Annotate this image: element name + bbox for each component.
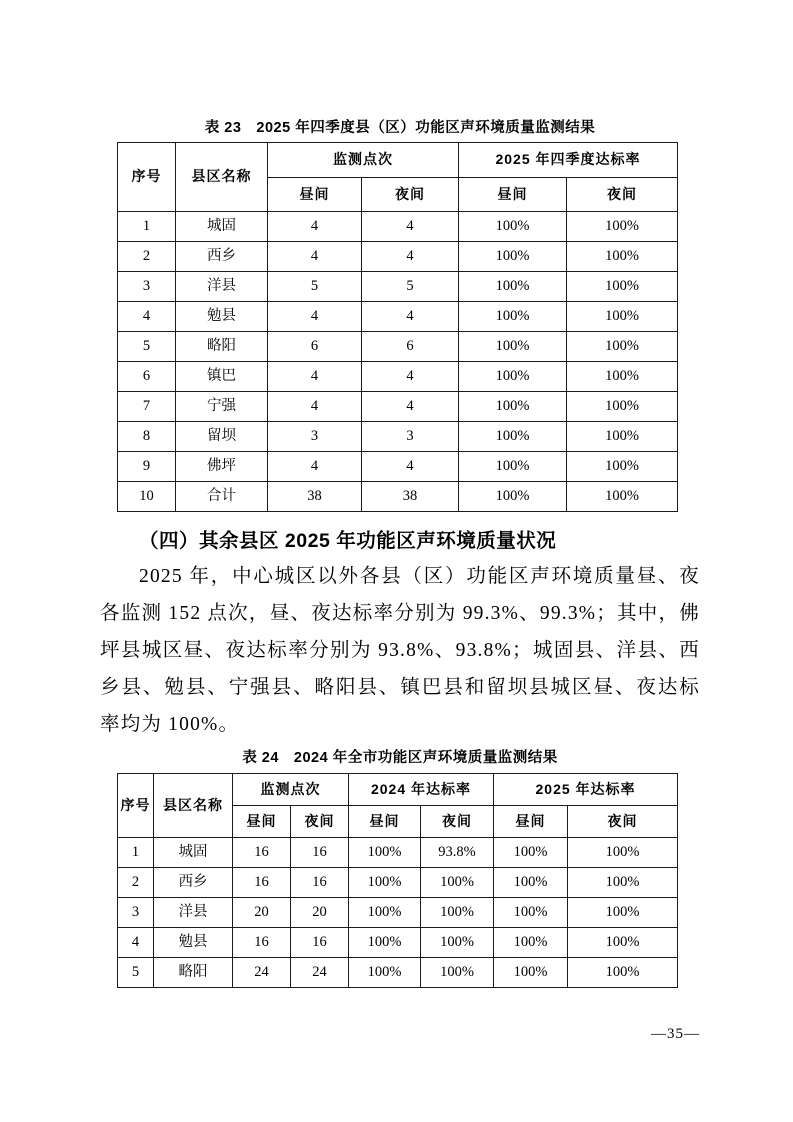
table-cell: 100%: [459, 362, 567, 392]
table-cell: 西乡: [176, 242, 268, 272]
table-cell: 4: [268, 392, 362, 422]
table-row: [118, 332, 678, 362]
col-header-seq: 序号: [118, 143, 176, 212]
table-cell: 38: [268, 482, 362, 512]
col-header-seq: 序号: [118, 774, 154, 838]
table-cell: 100%: [349, 898, 421, 928]
table-row: [118, 838, 678, 868]
table-cell: 100%: [349, 958, 421, 988]
table-cell: 6: [362, 332, 459, 362]
table-cell: 100%: [459, 272, 567, 302]
col-header-night: 夜间: [568, 806, 678, 838]
table-cell: 100%: [567, 242, 678, 272]
col-header-county: 县区名称: [176, 143, 268, 212]
col-header-night: 夜间: [362, 178, 459, 212]
table-cell: 4: [268, 242, 362, 272]
table-cell: 100%: [568, 958, 678, 988]
table-cell: 38: [362, 482, 459, 512]
table-row: [118, 898, 678, 928]
table-cell: 4: [362, 362, 459, 392]
table-cell: 100%: [494, 838, 568, 868]
table-cell: 93.8%: [421, 838, 494, 868]
table-cell: 4: [268, 302, 362, 332]
table24-caption: 表 24 2024 年全市功能区声环境质量监测结果: [242, 750, 558, 766]
table-cell: 10: [118, 482, 176, 512]
table-cell: 洋县: [154, 898, 233, 928]
table-cell: 100%: [349, 838, 421, 868]
table-cell: 24: [291, 958, 349, 988]
table-cell: 100%: [567, 212, 678, 242]
table-row: [118, 242, 678, 272]
table-cell: 5: [268, 272, 362, 302]
table-cell: 洋县: [176, 272, 268, 302]
table-cell: 100%: [421, 868, 494, 898]
table-cell: 100%: [459, 482, 567, 512]
table-cell: 4: [268, 212, 362, 242]
table-cell: 100%: [567, 332, 678, 362]
table-cell: 佛坪: [176, 452, 268, 482]
table23-caption: 表 23 2025 年四季度县（区）功能区声环境质量监测结果: [204, 120, 596, 136]
table-cell: 略阳: [154, 958, 233, 988]
table-cell: 100%: [459, 392, 567, 422]
table-cell: 100%: [349, 928, 421, 958]
table-cell: 100%: [567, 422, 678, 452]
table-cell: 100%: [459, 242, 567, 272]
table-cell: 3: [118, 272, 176, 302]
table-cell: 4: [118, 302, 176, 332]
table-cell: 4: [362, 392, 459, 422]
table-cell: 6: [268, 332, 362, 362]
section-paragraph: 2025 年，中心城区以外各县（区）功能区声环境质量昼、夜各监测 152 点次，昼、夜达标率分别为 99.3%、99.3%；其中，佛坪县城区昼、夜达标率分别为 93.8%、93.8%；城固县、洋县、西乡县、勉县、宁强县、略阳县、镇巴县和留坝县城区昼、夜达标率均为 100%。: [100, 566, 700, 735]
table-cell: 16: [233, 838, 291, 868]
table-cell: 4: [362, 302, 459, 332]
table-cell: 9: [118, 452, 176, 482]
table24-annual-results: [117, 773, 678, 988]
table-cell: 5: [362, 272, 459, 302]
table-cell: 5: [118, 958, 154, 988]
table-cell: 100%: [567, 272, 678, 302]
table-cell: 7: [118, 392, 176, 422]
table-cell: 合计: [176, 482, 268, 512]
table-cell: 西乡: [154, 868, 233, 898]
col-header-points-group: 监测点次: [233, 774, 349, 806]
table-cell: 3: [362, 422, 459, 452]
table-cell: 100%: [567, 452, 678, 482]
col-header-county: 县区名称: [154, 774, 233, 838]
col-header-points-group: 监测点次: [268, 143, 459, 178]
table-row: [118, 482, 678, 512]
table-cell: 100%: [459, 452, 567, 482]
table-cell: 3: [118, 898, 154, 928]
col-header-rate-group: 2025 年四季度达标率: [459, 143, 678, 178]
table23-quarterly-results: [117, 142, 678, 512]
table-row: [118, 302, 678, 332]
section-heading: （四）其余县区 2025 年功能区声环境质量状况: [139, 530, 557, 552]
table-row: [118, 362, 678, 392]
table-cell: 100%: [494, 868, 568, 898]
table-cell: 24: [233, 958, 291, 988]
col-header-night: 夜间: [567, 178, 678, 212]
table-cell: 8: [118, 422, 176, 452]
table-cell: 100%: [494, 958, 568, 988]
table-cell: 16: [233, 868, 291, 898]
col-header-day: 昼间: [494, 806, 568, 838]
table-row: [118, 958, 678, 988]
table-cell: 100%: [568, 868, 678, 898]
table-cell: 宁强: [176, 392, 268, 422]
col-header-day: 昼间: [349, 806, 421, 838]
table-cell: 2: [118, 242, 176, 272]
table-cell: 城固: [176, 212, 268, 242]
page-number: —35—: [651, 1026, 700, 1042]
table-cell: 勉县: [154, 928, 233, 958]
table-cell: 100%: [459, 422, 567, 452]
table-cell: 100%: [421, 958, 494, 988]
table-cell: 100%: [567, 302, 678, 332]
col-header-night: 夜间: [421, 806, 494, 838]
table-row: [118, 868, 678, 898]
table-row: [118, 392, 678, 422]
col-header-day: 昼间: [459, 178, 567, 212]
table-cell: 5: [118, 332, 176, 362]
col-header-day: 昼间: [268, 178, 362, 212]
table-cell: 100%: [421, 898, 494, 928]
table-cell: 20: [233, 898, 291, 928]
table-row: [118, 928, 678, 958]
table-cell: 3: [268, 422, 362, 452]
table23-header: [118, 143, 678, 212]
table-cell: 1: [118, 212, 176, 242]
table-cell: 2: [118, 868, 154, 898]
table-cell: 100%: [567, 392, 678, 422]
table-cell: 100%: [349, 868, 421, 898]
table-cell: 6: [118, 362, 176, 392]
table-row: [118, 272, 678, 302]
table-cell: 100%: [568, 928, 678, 958]
table-cell: 100%: [568, 898, 678, 928]
table-cell: 4: [268, 362, 362, 392]
table-cell: 100%: [459, 332, 567, 362]
table-cell: 4: [362, 212, 459, 242]
col-header-rate2024-group: 2024 年达标率: [349, 774, 494, 806]
table-cell: 4: [118, 928, 154, 958]
col-header-day: 昼间: [233, 806, 291, 838]
table-cell: 勉县: [176, 302, 268, 332]
table-cell: 16: [233, 928, 291, 958]
table-cell: 留坝: [176, 422, 268, 452]
table-cell: 100%: [567, 362, 678, 392]
table24-body: [118, 838, 678, 988]
col-header-rate2025-group: 2025 年达标率: [494, 774, 678, 806]
table-row: [118, 422, 678, 452]
table-cell: 略阳: [176, 332, 268, 362]
table-cell: 4: [268, 452, 362, 482]
table-cell: 100%: [494, 928, 568, 958]
table24-header: [118, 774, 678, 838]
table-cell: 100%: [421, 928, 494, 958]
table-cell: 100%: [459, 302, 567, 332]
table23-body: [118, 212, 678, 512]
table-cell: 镇巴: [176, 362, 268, 392]
table-cell: 100%: [568, 838, 678, 868]
table-row: [118, 452, 678, 482]
table-cell: 16: [291, 868, 349, 898]
table-cell: 16: [291, 838, 349, 868]
table-cell: 城固: [154, 838, 233, 868]
table-row: [118, 212, 678, 242]
table-cell: 100%: [567, 482, 678, 512]
table-cell: 16: [291, 928, 349, 958]
table-cell: 4: [362, 242, 459, 272]
table-cell: 1: [118, 838, 154, 868]
table-cell: 20: [291, 898, 349, 928]
col-header-night: 夜间: [291, 806, 349, 838]
table-cell: 100%: [459, 212, 567, 242]
table-cell: 4: [362, 452, 459, 482]
table-cell: 100%: [494, 898, 568, 928]
